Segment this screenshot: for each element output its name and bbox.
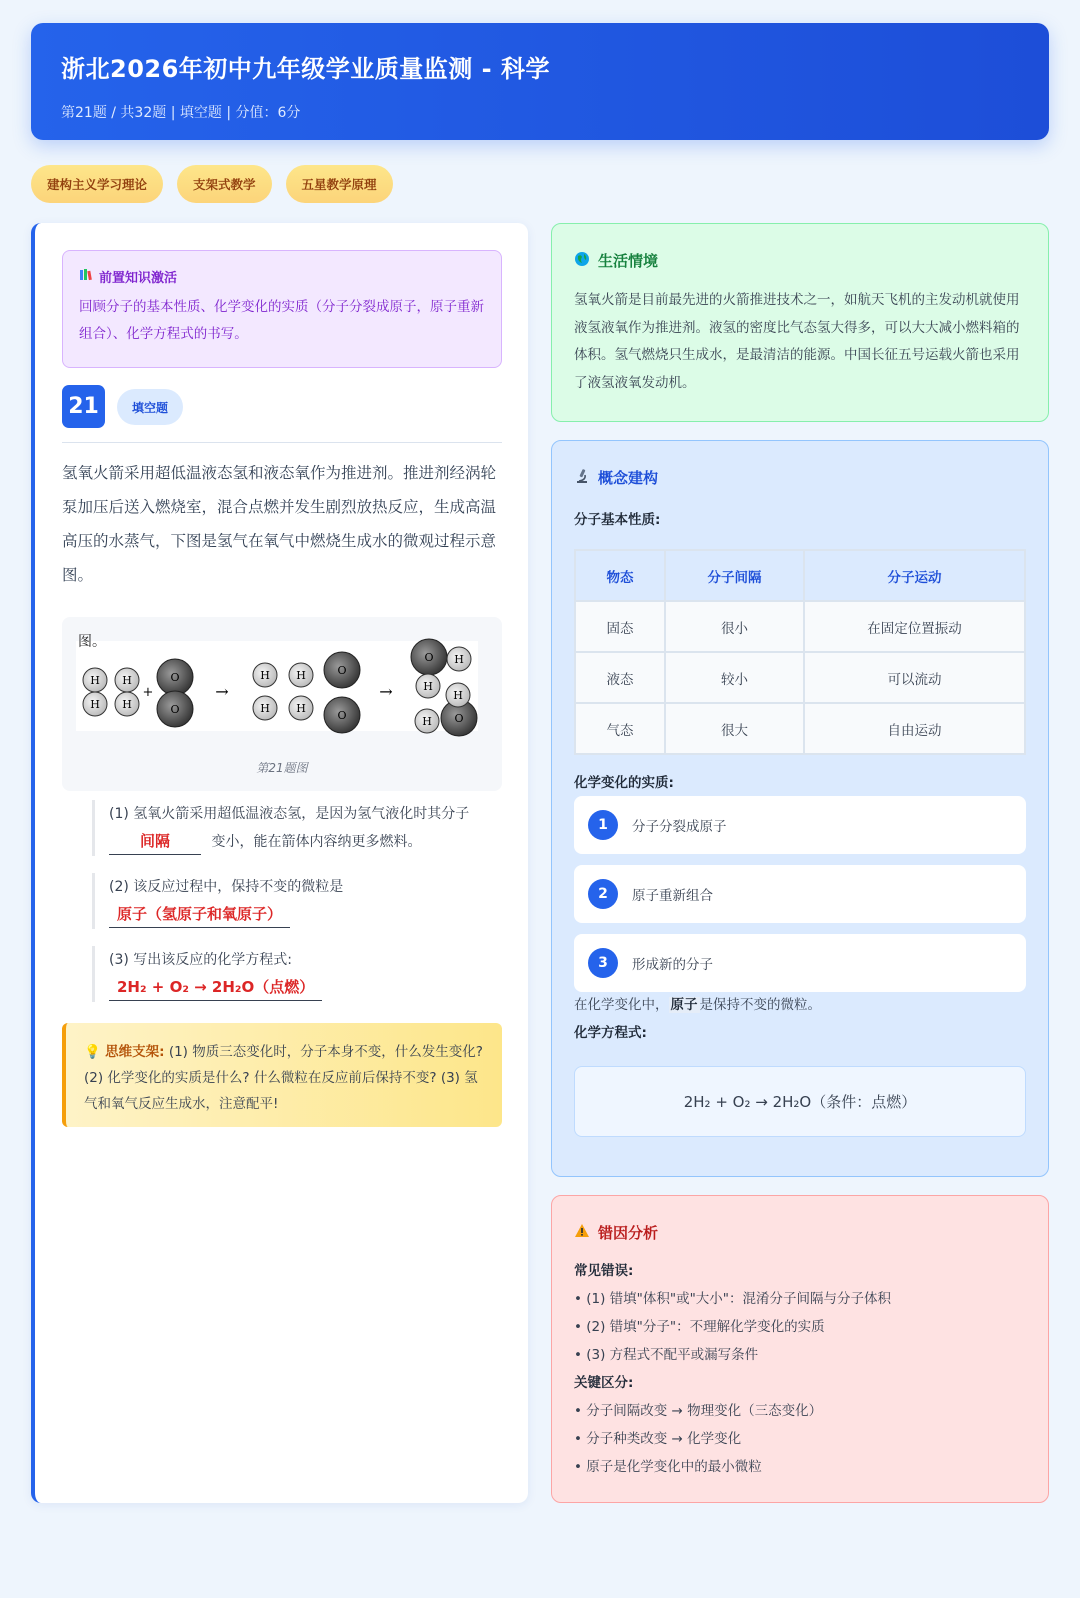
- essence-step-1: [574, 796, 1026, 854]
- essence-step-3: [574, 934, 1026, 992]
- prior-knowledge-box: [62, 250, 502, 368]
- step-text: 分子分裂成原子: [632, 819, 727, 835]
- table-cell: 很大: [666, 704, 803, 753]
- props-title: 分子基本性质:: [574, 512, 661, 528]
- question-type-badge: 填空题: [117, 389, 183, 425]
- list-item: • 原子是化学变化中的最小微粒: [574, 1459, 762, 1475]
- table-cell: 可以流动: [805, 653, 1024, 702]
- svg-text:O: O: [337, 709, 347, 722]
- page-header: [31, 23, 1049, 140]
- svg-text:H: H: [122, 698, 132, 711]
- list-item: • (2) 错填"分子"：不理解化学变化的实质: [574, 1319, 825, 1335]
- key-distinction-title: 关键区分:: [574, 1375, 634, 1391]
- step-number: 3: [588, 948, 618, 978]
- atom-keyword: 原子: [670, 997, 698, 1013]
- thinking-text: (1) 物质三态变化时，分子本身不变，什么发生变化? (2) 化学变化的实质是什么? 什么微粒在反应前后保持不变? (3) 氢气和氧气反应生成水，注意配平!: [84, 1044, 483, 1112]
- atom-note: 在化学变化中， 原子 是保持不变的微粒。: [574, 997, 821, 1013]
- list-item: • 分子种类改变 → 化学变化: [574, 1431, 742, 1447]
- step-number: 2: [588, 879, 618, 909]
- question-meta: 第21题 / 共32题 | 填空题 | 分值：6分: [61, 105, 301, 121]
- figure-caption: 第21题图: [256, 761, 308, 775]
- equation-title: 化学方程式:: [574, 1025, 647, 1041]
- list-item: • 分子间隔改变 → 物理变化（三态变化）: [574, 1403, 823, 1419]
- svg-text:H: H: [122, 674, 132, 687]
- sub1-text: (1) 氢氧火箭采用超低温液态氢，是因为氢气液化时其分子: [109, 806, 470, 822]
- table-header: 分子运动: [805, 551, 1024, 600]
- tag-constructivism[interactable]: 建构主义学习理论: [31, 165, 163, 203]
- svg-text:H: H: [453, 689, 463, 702]
- concept-card: [551, 440, 1049, 1177]
- svg-text:H: H: [260, 669, 270, 682]
- table-cell: 很小: [666, 602, 803, 651]
- svg-text:O: O: [337, 664, 347, 677]
- svg-text:H: H: [296, 669, 306, 682]
- sub3-text: (3) 写出该反应的化学方程式:: [109, 952, 292, 968]
- change-title: 化学变化的实质:: [574, 775, 674, 791]
- svg-text:H: H: [90, 698, 100, 711]
- table-header-row: [576, 551, 1024, 600]
- sub2-text: (2) 该反应过程中，保持不变的微粒是: [109, 879, 344, 895]
- svg-text:O: O: [170, 671, 180, 684]
- table-header: 物态: [576, 551, 664, 600]
- prior-text: 回顾分子的基本性质、化学变化的实质（分子分裂成原子，原子重新组合）、化学方程式的书写。: [79, 299, 484, 342]
- sub3-answer[interactable]: 2H₂ + O₂ → 2H₂O（点燃）: [109, 974, 322, 1001]
- thinking-scaffold: [62, 1023, 502, 1127]
- life-context-card: [551, 223, 1049, 422]
- svg-text:H: H: [260, 702, 270, 715]
- sub1-tail: 变小，能在箭体内容纳更多燃料。: [211, 834, 422, 850]
- question-card: [31, 223, 528, 1503]
- svg-text:→: →: [215, 682, 229, 701]
- prior-title: 前置知识激活: [99, 271, 178, 286]
- figure-label: 图。: [78, 634, 106, 650]
- svg-text:+: +: [142, 685, 154, 700]
- svg-text:→: →: [379, 682, 393, 701]
- theory-tags: [31, 165, 393, 203]
- tag-scaffolding[interactable]: 支架式教学: [177, 165, 272, 203]
- table-row: [576, 653, 1024, 702]
- figure-box: [62, 617, 502, 791]
- svg-text:O: O: [454, 712, 464, 725]
- step-text: 形成新的分子: [632, 957, 713, 973]
- thinking-label: 思维支架:: [105, 1044, 165, 1060]
- list-item: • (1) 错填"体积"或"大小"：混淆分子间隔与分子体积: [574, 1291, 892, 1307]
- table-cell: 液态: [576, 653, 664, 702]
- svg-text:H: H: [423, 680, 433, 693]
- lightbulb-icon: 💡: [84, 1044, 101, 1060]
- divider: [62, 442, 502, 443]
- svg-text:O: O: [170, 703, 180, 716]
- tag-five-star[interactable]: 五星教学原理: [286, 165, 393, 203]
- step-number: 1: [588, 810, 618, 840]
- svg-text:H: H: [422, 715, 432, 728]
- error-lines: [574, 1257, 1026, 1481]
- table-cell: 气态: [576, 704, 664, 753]
- subquestion-2: [92, 873, 502, 929]
- sub2-answer[interactable]: 原子（氢原子和氧原子）: [109, 901, 290, 928]
- table-cell: 固态: [576, 602, 664, 651]
- warning-icon: [574, 1223, 590, 1242]
- table-row: [576, 602, 1024, 651]
- svg-text:H: H: [90, 674, 100, 687]
- svg-text:H: H: [296, 702, 306, 715]
- life-title: 生活情境: [598, 252, 659, 270]
- table-header: 分子间隔: [666, 551, 803, 600]
- list-item: • (3) 方程式不配平或漏写条件: [574, 1347, 759, 1363]
- subquestion-1: [92, 800, 502, 856]
- table-cell: 自由运动: [805, 704, 1024, 753]
- sub1-answer[interactable]: 间隔: [109, 828, 201, 855]
- page-title: 浙北2026年初中九年级学业质量监测 - 科学: [61, 55, 550, 83]
- table-cell: 较小: [666, 653, 803, 702]
- life-text: 氢氧火箭是目前最先进的火箭推进技术之一，如航天飞机的主发动机就使用液氢液氧作为推进剂。液氢的密度比气态氢大得多，可以大大减小燃料箱的体积。氢气燃烧只生成水，是最清洁的能源。中国长征五号运载火箭也采用了液氢液氧发动机。: [574, 292, 1020, 391]
- reaction-diagram: [76, 631, 488, 741]
- table-cell: 在固定位置振动: [805, 602, 1024, 651]
- equation-box: 2H₂ + O₂ → 2H₂O（条件：点燃）: [574, 1066, 1026, 1137]
- microscope-icon: [574, 468, 590, 488]
- svg-text:O: O: [424, 651, 434, 664]
- svg-text:H: H: [454, 653, 464, 666]
- globe-icon: [574, 251, 590, 271]
- subquestion-3: [92, 946, 502, 1002]
- books-icon: [79, 268, 93, 285]
- concept-title: 概念建构: [598, 469, 659, 487]
- table-row: [576, 704, 1024, 753]
- question-number: 21: [62, 385, 105, 428]
- common-errors-title: 常见错误:: [574, 1263, 634, 1279]
- properties-table: [574, 549, 1026, 755]
- step-text: 原子重新组合: [632, 888, 713, 904]
- error-analysis-card: [551, 1195, 1049, 1503]
- error-title: 错因分析: [598, 1224, 659, 1242]
- essence-step-2: [574, 865, 1026, 923]
- question-stem: 氢氧火箭采用超低温液态氢和液态氧作为推进剂。推进剂经涡轮泵加压后送入燃烧室，混合点燃并发生剧烈放热反应，生成高温高压的水蒸气，下图是氢气在氧气中燃烧生成水的微观过程示意图。: [62, 464, 497, 584]
